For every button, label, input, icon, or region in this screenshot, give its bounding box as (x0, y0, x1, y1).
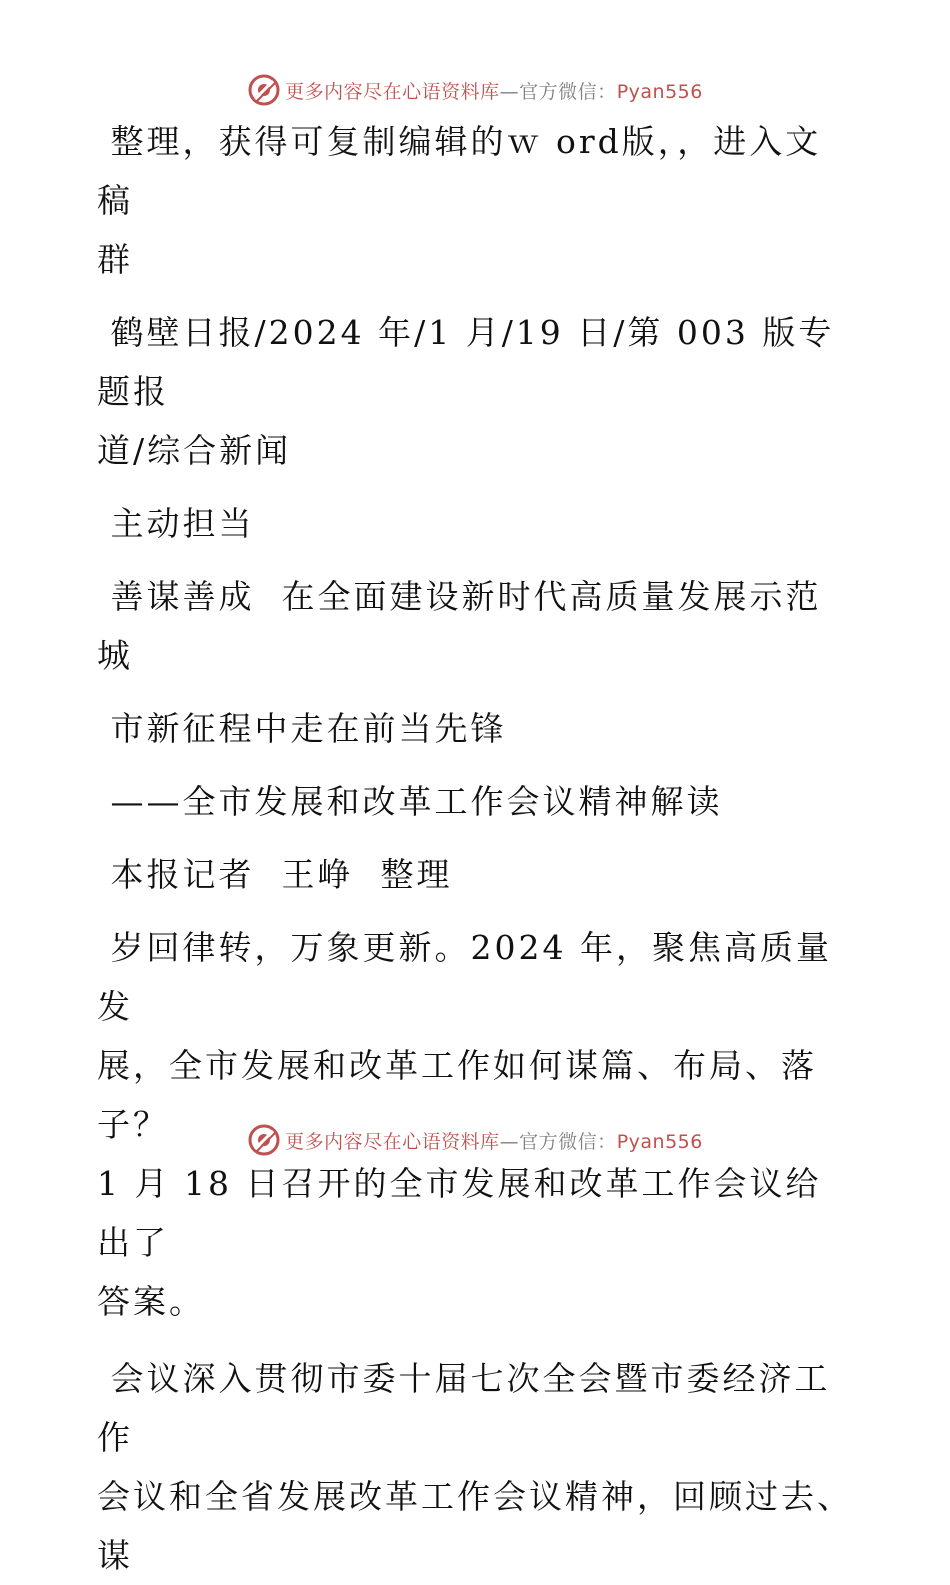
seal-logo-icon (247, 1123, 281, 1157)
text-line: 群 (97, 240, 133, 279)
document-body (97, 112, 857, 1585)
seal-logo-icon (247, 73, 281, 107)
text-line: 主动担当 (97, 504, 255, 543)
text-line: 整理，获得可复制编辑的ｗ ord版，，进入文稿 (97, 122, 822, 220)
header-watermark (0, 70, 950, 110)
text-line: 鹤壁日报/2024 年/1 月/19 日/第 003 版专题报 (97, 313, 835, 411)
text-line: 善谋善成 在全面建设新时代高质量发展示范城 (97, 577, 822, 675)
text-line: 1 月 18 日召开的全市发展和改革工作会议给出了 (97, 1164, 822, 1262)
text-line: 市新征程中走在前当先锋 (97, 709, 507, 748)
text-line: 会议深入贯彻市委十届七次全会暨市委经济工作 (97, 1359, 831, 1457)
footer-watermark (0, 1120, 950, 1160)
text-line: 道/综合新闻 (97, 431, 292, 470)
text-line: 答案。 (97, 1282, 205, 1321)
text-line: 岁回律转，万象更新。2024 年，聚焦高质量发 (97, 928, 832, 1026)
text-line: 展，全市发展和改革工作如何谋篇、布局、落子？ (97, 1046, 817, 1144)
text-line: 本报记者 王峥 整理 (97, 855, 453, 894)
watermark-text: 更多内容尽在心语资料库—官方微信：Pyan556 (285, 1130, 703, 1153)
watermark-text: 更多内容尽在心语资料库—官方微信：Pyan556 (285, 80, 703, 103)
text-line: 会议和全省发展改革工作会议精神，回顾过去、谋 (97, 1477, 853, 1575)
text-line: ——全市发展和改革工作会议精神解读 (97, 782, 723, 821)
